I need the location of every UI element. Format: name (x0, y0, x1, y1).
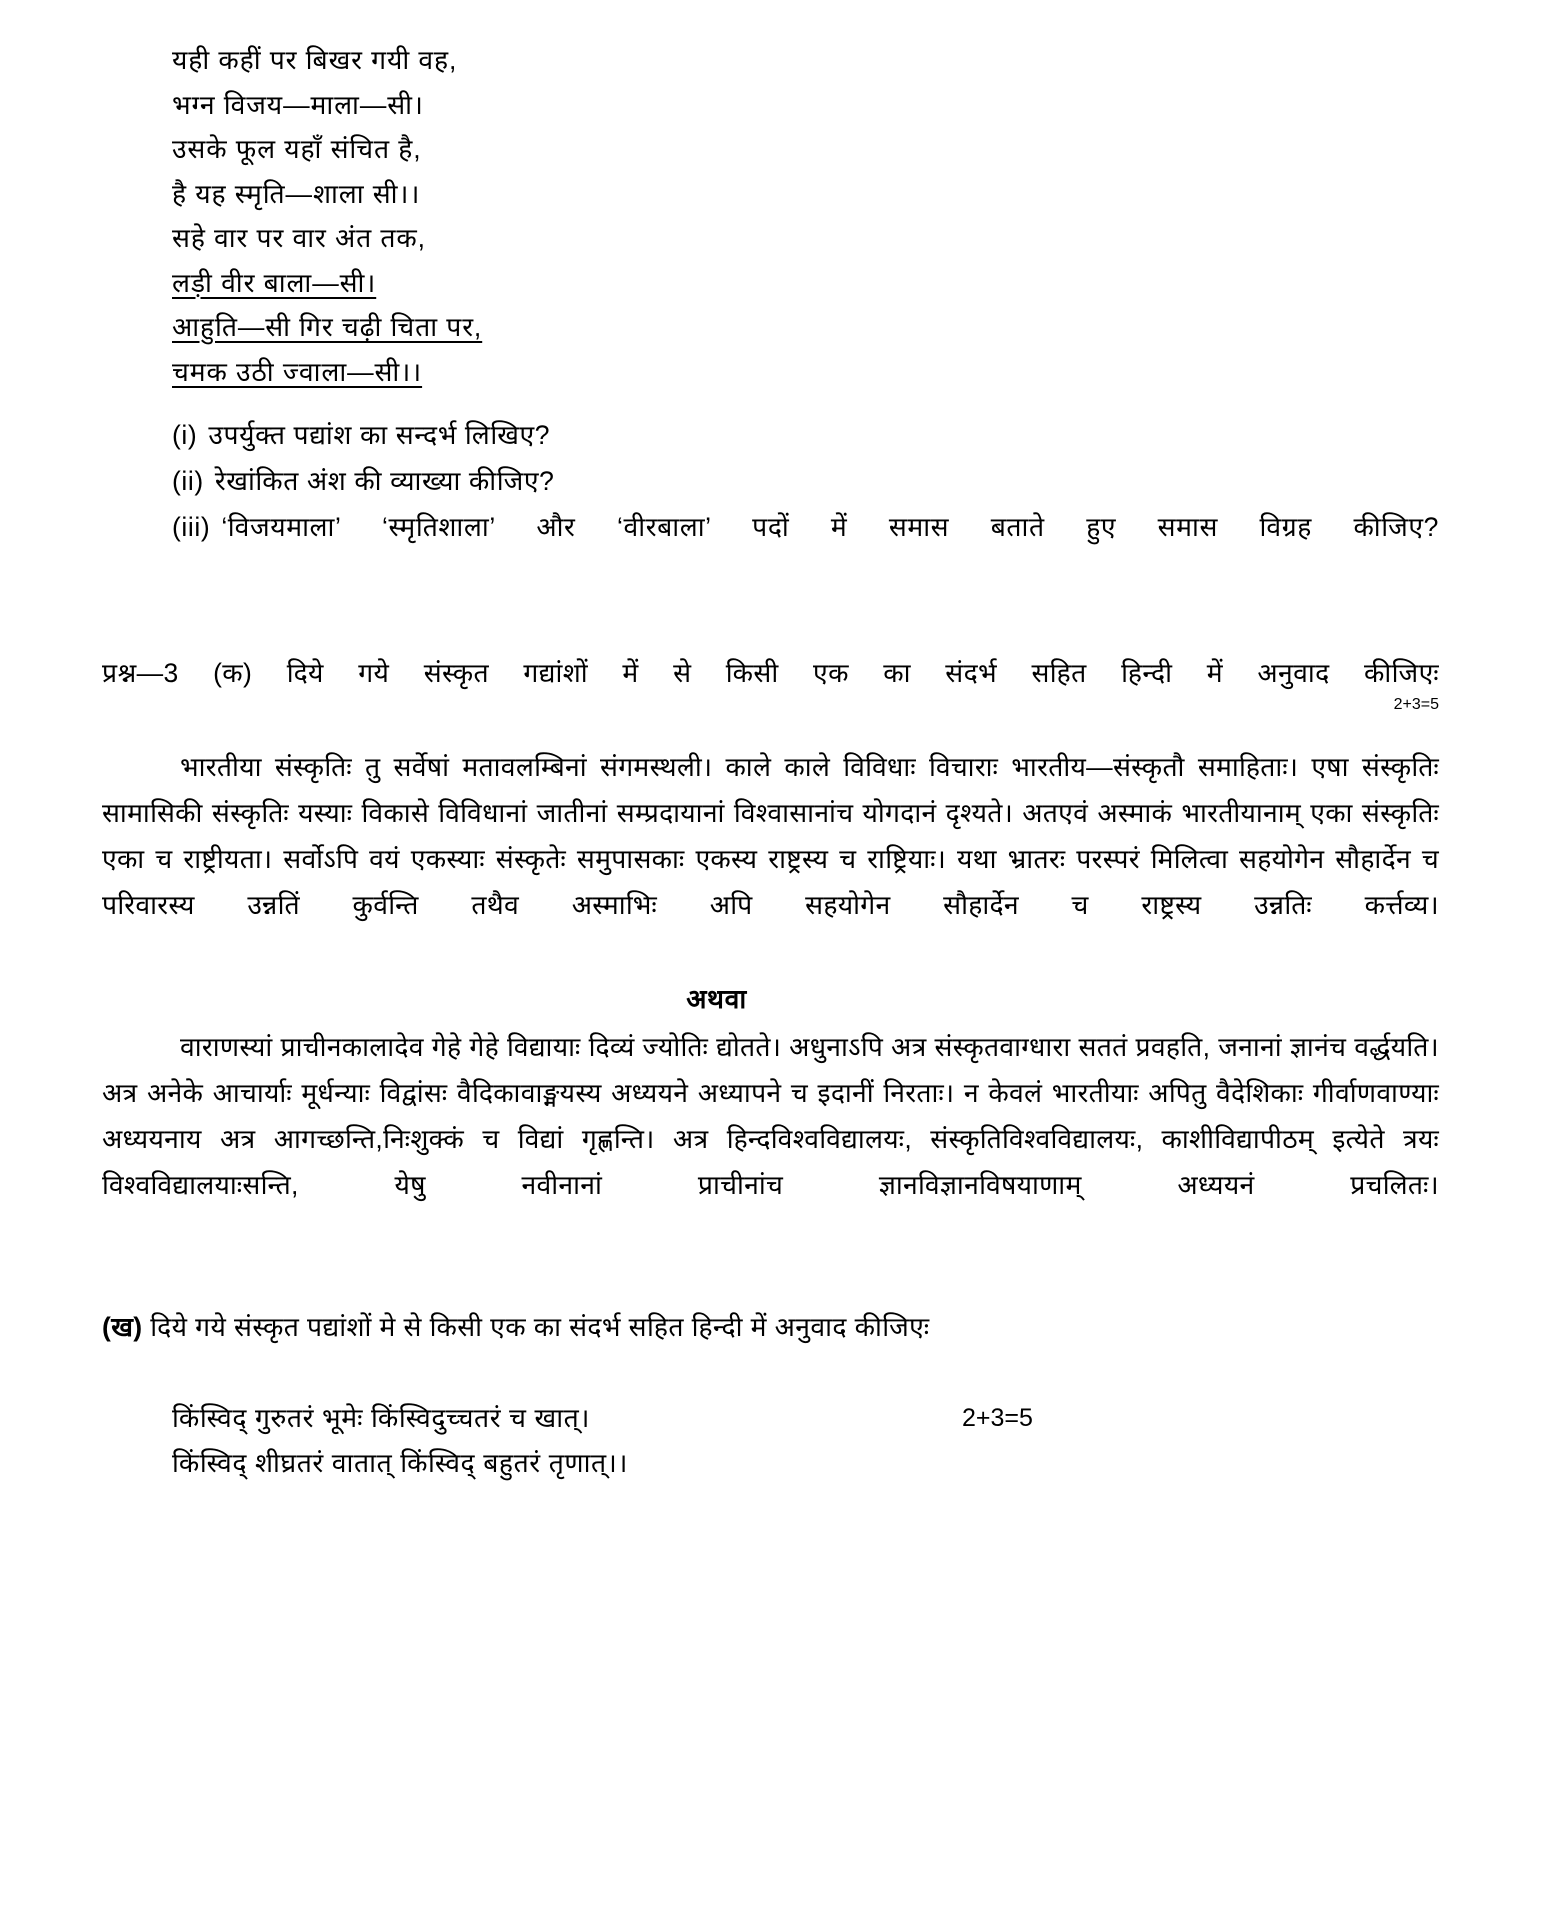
sub-question-ii (172, 458, 1439, 504)
sanskrit-passage-1 (102, 744, 1439, 974)
sub-question-iii (172, 504, 1439, 596)
poem-line: सहे वार पर वार अंत तक, (172, 223, 426, 253)
question-3-label: प्रश्न—3 (क) (102, 658, 253, 688)
sanskrit-passage-2-text: वाराणस्यां प्राचीनकालादेव गेहे गेहे विद्यायाः दिव्यं ज्योतिः द्योतते। अधुनाऽपि अत्र संस्कृतवाग्धारा सततं प्रवहति, जनानां ज्ञानंच वर्द्धयति। अत्र अनेके आचार्याः मूर्धन्याः विद्वांसः वैदिकावाङ्मयस्य अध्ययने अध्यापने च इदानीं निरताः। न केवलं भारतीयाः अपितु वैदेशिकाः गीर्वाणवाण्याः अध्ययनाय अत्र आगच्छन्ति,निःशुक्कं च विद्यां गृह्णन्ति। अत्र हिन्दविश्वविद्यालयः, संस्कृतिविश्वविद्यालयः, काशीविद्यापीठम् इत्येते त्रयः विश्वविद्यालयाःसन्ति, येषु नवीनानां प्राचीनांच ज्ञानविज्ञानविषयाणाम् अध्ययनं प्रचलितः। (102, 1032, 1439, 1200)
sanskrit-verse-block (172, 1396, 1439, 1486)
verse-line: किंस्विद् शीघ्रतरं वातात् किंस्विद् बहुतरं तृणात्।। (172, 1448, 629, 1478)
part-kha-marks: 2+3=5 (962, 1404, 1033, 1432)
sub-question-marker: (i) (172, 420, 198, 450)
poem-line-underlined: चमक उठी ज्वाला—सी।। (172, 356, 423, 387)
part-kha-instruction: दिये गये संस्कृत पद्यांशों मे से किसी एक का संदर्भ सहित हिन्दी में अनुवाद कीजिएः (150, 1312, 930, 1342)
sub-question-list (172, 412, 1439, 504)
sub-question-i (172, 412, 1439, 458)
question-3-marks: 2+3=5 (1393, 696, 1439, 713)
verse-line-row (172, 1396, 1439, 1441)
part-kha-block (102, 1304, 1439, 1350)
poem-line-underlined: आहुति—सी गिर चढ़ी चिता पर, (172, 312, 483, 342)
question-3-instruction-line (102, 650, 1439, 742)
question-3-block (102, 650, 1439, 1254)
sub-question-text: उपर्युक्त पद्यांश का सन्दर्भ लिखिए? (208, 420, 551, 450)
verse-line: किंस्विद् गुरुतरं भूमेः किंस्विदुच्चतरं च खात्। (172, 1403, 591, 1433)
sub-question-marker: (iii) (172, 512, 211, 542)
poem-line: भग्न विजय—माला—सी। (172, 89, 424, 120)
verse-line-row (172, 1441, 1439, 1486)
poem-line-underlined: लड़ी वीर बाला—सी। (172, 267, 377, 298)
sub-question-marker: (ii) (172, 466, 204, 496)
poem-block (172, 38, 1439, 394)
poem-line: यही कहीं पर बिखर गयी वह, (172, 45, 458, 75)
poem-line: है यह स्मृति—शाला सी।। (172, 178, 421, 209)
part-kha-label: (ख) (102, 1312, 143, 1342)
sanskrit-passage-2 (102, 1024, 1439, 1254)
poem-line: उसके फूल यहॉं संचित है, (172, 134, 422, 164)
sanskrit-passage-1-text: भारतीया संस्कृतिः तु सर्वेषां मतावलम्बिनां संगमस्थली। काले काले विविधाः विचाराः भारतीय—संस्कृतौ समाहिताः। एषा संस्कृतिः सामासिकी संस्कृतिः यस्याः विकासे विविधानां जातीनां सम्प्रदायानां विश्वासानांच योगदानं दृश्यते। अतएवं अस्माकं भारतीयानाम् एका संस्कृतिः एका च राष्ट्रीयता। सर्वोऽपि वयं एकस्याः संस्कृतेः समुपासकाः एकस्य राष्ट्रस्य च राष्ट्रियाः। यथा भ्रातरः परस्परं मिलित्वा सहयोगेन सौहार्देन च परिवारस्य उन्नतिं कुर्वन्ति तथैव अस्माभिः अपि सहयोगेन सौहार्देन च राष्ट्रस्य उन्नतिः कर्त्तव्य। (102, 752, 1439, 920)
sub-question-text: रेखांकित अंश की व्याख्या कीजिए? (214, 466, 555, 496)
alternative-separator: अथवा (686, 984, 747, 1014)
question-3-instruction: दिये गये संस्कृत गद्यांशों में से किसी एक का संदर्भ सहित हिन्दी में अनुवाद कीजिएः (286, 658, 1439, 688)
sub-question-text: ‘विजयमाला’ ‘स्मृतिशाला’ और ‘वीरबाला’ पदों में समास बताते हुए समास विग्रह कीजिए? (221, 512, 1439, 542)
